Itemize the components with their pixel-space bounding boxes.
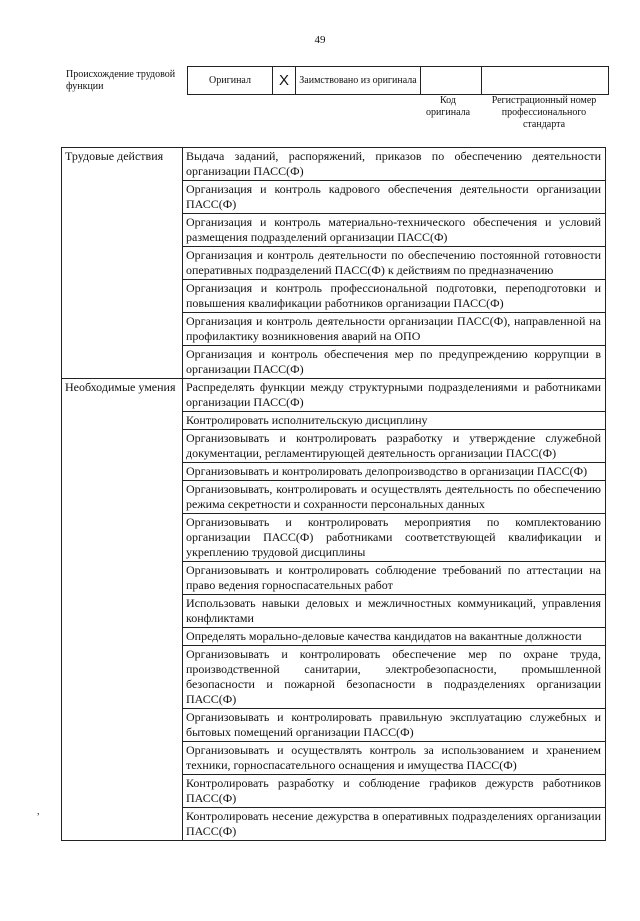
table-cell: Организация и контроль профессиональной подготовки, переподготовки и повышения квалификации работников организации ПАСС(Ф): [183, 280, 606, 313]
table-cell: Контролировать разработку и соблюдение графиков дежурств работников ПАСС(Ф): [183, 775, 606, 808]
table-cell: Организация и контроль материально-технического обеспечения и условий размещения подразделений организации ПАСС(Ф): [183, 214, 606, 247]
code-label: Код оригинала: [425, 95, 471, 118]
table-cell: Организовывать и контролировать правильную эксплуатацию служебных и бытовых помещений организации ПАСС(Ф): [183, 709, 606, 742]
table-cell: Организовывать и контролировать делопроизводство в организации ПАСС(Ф): [183, 463, 606, 481]
table-cell: Организация и контроль деятельности по обеспечению постоянной готовности оперативных подразделений ПАСС(Ф) к действиям по предназначению: [183, 247, 606, 280]
table-cell: Определять морально-деловые качества кандидатов на вакантные должности: [183, 628, 606, 646]
table-cell: Выдача заданий, распоряжений, приказов по обеспечению деятельности организации ПАСС(Ф): [183, 148, 606, 181]
page-number: 49: [314, 34, 326, 46]
table-row: [62, 148, 606, 181]
margin-mark: ,: [37, 806, 40, 817]
table-row: [62, 379, 606, 412]
table-cell: Организовывать и осуществлять контроль за использованием и хранением техники, горноспасательного оснащения и имущества ПАСС(Ф): [183, 742, 606, 775]
original-mark: X: [273, 67, 296, 95]
function-table: [61, 147, 606, 841]
table-cell: Организовывать, контролировать и осуществлять деятельность по обеспечению режима секретности и сохранности персональных данных: [183, 481, 606, 514]
table-cell: Организация и контроль обеспечения мер по предупреждению коррупции в организации ПАСС(Ф): [183, 346, 606, 379]
table-cell: Организация и контроль кадрового обеспечения деятельности организации ПАСС(Ф): [183, 181, 606, 214]
table-cell: Организовывать и контролировать мероприятия по комплектованию организации ПАСС(Ф) работниками соответствующей квалификации и укреплению трудовой дисциплины: [183, 514, 606, 562]
original-cell: Оригинал: [188, 67, 273, 95]
origin-table: [187, 66, 609, 95]
table-cell: Использовать навыки деловых и межличностных коммуникаций, управления конфликтами: [183, 595, 606, 628]
table-cell: Контролировать несение дежурства в оперативных подразделениях организации ПАСС(Ф): [183, 808, 606, 841]
function-table-body: [62, 148, 606, 841]
table-cell: Организовывать и контролировать обеспечение мер по охране труда, производственной санитарии, электробезопасности, промышленной безопасности и пожарной безопасности в подразделениях организации ПАСС(Ф): [183, 646, 606, 709]
reg-number-label: Регистрационный номер профессионального стандарта: [491, 95, 597, 130]
table-cell: Распределять функции между структурными подразделениями и работниками организации ПАСС(Ф): [183, 379, 606, 412]
section-title: Трудовые действия: [62, 148, 183, 379]
table-cell: Организовывать и контролировать разработку и утверждение служебной документации, регламентирующей деятельность организации ПАСС(Ф): [183, 430, 606, 463]
table-cell: Контролировать исполнительскую дисциплину: [183, 412, 606, 430]
section-title: Необходимые умения: [62, 379, 183, 841]
reg-number-cell: [482, 67, 609, 95]
code-cell: [421, 67, 482, 95]
origin-label: Происхождение трудовой функции: [66, 69, 176, 92]
table-cell: Организовывать и контролировать соблюдение требований по аттестации на право ведения горноспасательных работ: [183, 562, 606, 595]
borrowed-cell: Заимствовано из оригинала: [296, 67, 421, 95]
table-cell: Организация и контроль деятельности организации ПАСС(Ф), направленной на профилактику возникновения аварий на ОПО: [183, 313, 606, 346]
